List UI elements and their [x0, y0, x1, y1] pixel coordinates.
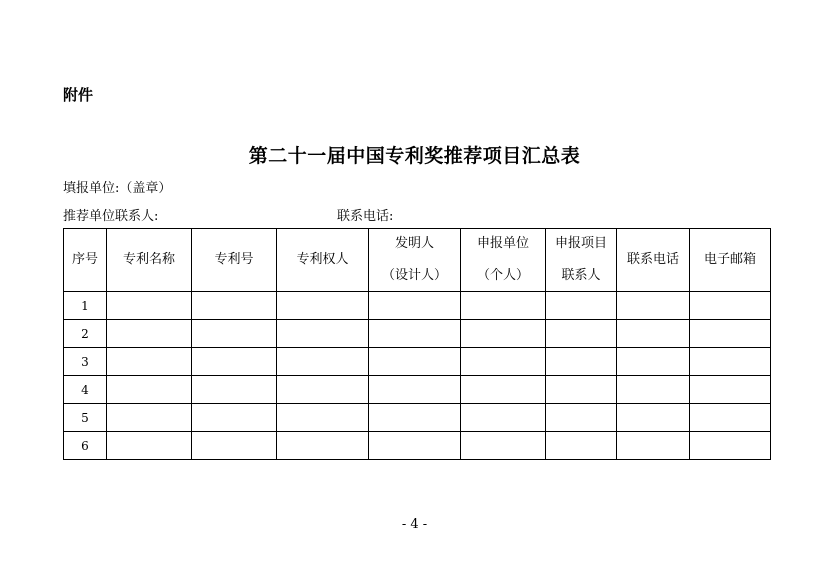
contact-row	[63, 208, 769, 226]
patent-name-cell[interactable]	[107, 320, 192, 348]
recommender-contact-label: 推荐单位联系人:	[63, 209, 159, 224]
inventor-cell[interactable]	[369, 404, 461, 432]
project-contact-cell[interactable]	[546, 292, 617, 320]
patent-number-cell[interactable]	[192, 320, 277, 348]
applicant-unit-cell[interactable]	[461, 348, 546, 376]
contact-phone-cell[interactable]	[617, 348, 690, 376]
inventor-cell[interactable]	[369, 320, 461, 348]
contact-phone-cell[interactable]	[617, 404, 690, 432]
applicant-unit-cell[interactable]	[461, 292, 546, 320]
contact-phone-label: 联系电话:	[337, 209, 394, 224]
table-row	[64, 376, 771, 404]
page-title: 第二十一届中国专利奖推荐项目汇总表	[248, 145, 581, 167]
attachment-label: 附件	[63, 86, 94, 104]
project-contact-cell[interactable]	[546, 432, 617, 460]
fill-unit-label: 填报单位:（盖章）	[63, 181, 172, 196]
patentee-cell[interactable]	[277, 432, 369, 460]
email-cell[interactable]	[690, 376, 771, 404]
patentee-cell[interactable]	[277, 376, 369, 404]
summary-table	[63, 228, 771, 460]
applicant-unit-cell[interactable]	[461, 320, 546, 348]
header-project-contact: 申报项目 联系人	[546, 229, 617, 292]
patent-number-cell[interactable]	[192, 348, 277, 376]
patent-number-cell[interactable]	[192, 376, 277, 404]
header-patent-name: 专利名称	[107, 229, 192, 292]
table-row	[64, 432, 771, 460]
patent-name-cell[interactable]	[107, 292, 192, 320]
row-number: 1	[64, 292, 107, 320]
applicant-unit-cell[interactable]	[461, 376, 546, 404]
inventor-cell[interactable]	[369, 348, 461, 376]
patent-number-cell[interactable]	[192, 292, 277, 320]
email-cell[interactable]	[690, 292, 771, 320]
project-contact-cell[interactable]	[546, 404, 617, 432]
patent-number-cell[interactable]	[192, 404, 277, 432]
row-number: 2	[64, 320, 107, 348]
contact-phone-cell[interactable]	[617, 320, 690, 348]
patentee-cell[interactable]	[277, 320, 369, 348]
patent-name-cell[interactable]	[107, 404, 192, 432]
row-number: 3	[64, 348, 107, 376]
table-row	[64, 348, 771, 376]
inventor-cell[interactable]	[369, 432, 461, 460]
header-serial-number: 序号	[64, 229, 107, 292]
patent-number-cell[interactable]	[192, 432, 277, 460]
row-number: 5	[64, 404, 107, 432]
patent-name-cell[interactable]	[107, 376, 192, 404]
row-number: 4	[64, 376, 107, 404]
project-contact-cell[interactable]	[546, 348, 617, 376]
patentee-cell[interactable]	[277, 348, 369, 376]
header-contact-phone: 联系电话	[617, 229, 690, 292]
inventor-cell[interactable]	[369, 292, 461, 320]
table-row	[64, 320, 771, 348]
applicant-unit-cell[interactable]	[461, 432, 546, 460]
email-cell[interactable]	[690, 320, 771, 348]
email-cell[interactable]	[690, 348, 771, 376]
row-number: 6	[64, 432, 107, 460]
patentee-cell[interactable]	[277, 292, 369, 320]
table-header-row	[64, 229, 771, 292]
email-cell[interactable]	[690, 404, 771, 432]
header-patentee: 专利权人	[277, 229, 369, 292]
project-contact-cell[interactable]	[546, 376, 617, 404]
email-cell[interactable]	[690, 432, 771, 460]
patent-name-cell[interactable]	[107, 348, 192, 376]
patentee-cell[interactable]	[277, 404, 369, 432]
applicant-unit-cell[interactable]	[461, 404, 546, 432]
contact-phone-cell[interactable]	[617, 432, 690, 460]
header-email: 电子邮箱	[690, 229, 771, 292]
page-number: - 4 -	[401, 517, 428, 532]
contact-phone-cell[interactable]	[617, 376, 690, 404]
project-contact-cell[interactable]	[546, 320, 617, 348]
table-row	[64, 292, 771, 320]
header-patent-number: 专利号	[192, 229, 277, 292]
table-row	[64, 404, 771, 432]
header-inventor: 发明人 （设计人）	[369, 229, 461, 292]
patent-name-cell[interactable]	[107, 432, 192, 460]
contact-phone-cell[interactable]	[617, 292, 690, 320]
inventor-cell[interactable]	[369, 376, 461, 404]
header-applicant-unit: 申报单位 （个人）	[461, 229, 546, 292]
